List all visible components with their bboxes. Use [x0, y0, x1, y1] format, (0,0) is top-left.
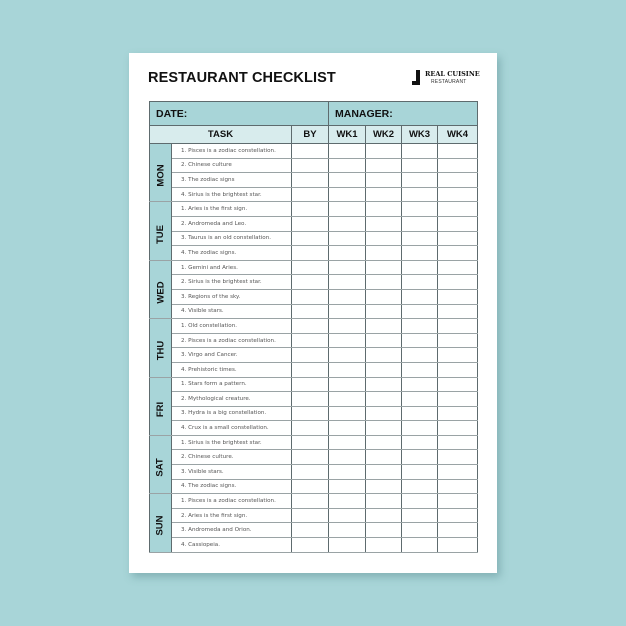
- task-text: 1. Sirius is the brightest star.: [172, 435, 292, 450]
- check-cell-wk1[interactable]: [329, 319, 366, 334]
- check-cell-wk3[interactable]: [402, 202, 438, 217]
- check-cell-by[interactable]: [292, 465, 329, 480]
- task-text: 4. Sirius is the brightest star.: [172, 187, 292, 202]
- check-cell-wk1[interactable]: [329, 275, 366, 290]
- checklist-body: [150, 144, 478, 553]
- logo-subtitle: RESTAURANT: [431, 79, 467, 85]
- check-cell-by[interactable]: [292, 392, 329, 407]
- task-text: 2. Pisces is a zodiac constellation.: [172, 333, 292, 348]
- check-cell-wk3[interactable]: [402, 246, 438, 261]
- check-cell-wk4[interactable]: [438, 450, 478, 465]
- table-row: [150, 538, 478, 553]
- check-cell-wk1[interactable]: [329, 173, 366, 188]
- check-cell-by[interactable]: [292, 275, 329, 290]
- check-cell-wk2[interactable]: [366, 319, 402, 334]
- day-label-text: SUN: [155, 515, 166, 536]
- check-cell-wk1[interactable]: [329, 289, 366, 304]
- task-text: 2. Andromeda and Leo.: [172, 216, 292, 231]
- day-label-mon: [150, 144, 172, 202]
- check-cell-wk2[interactable]: [366, 406, 402, 421]
- column-header-wk4: WK4: [438, 126, 478, 144]
- table-row: [150, 494, 478, 509]
- table-row: [150, 246, 478, 261]
- task-text: 1. Pisces is a zodiac constellation.: [172, 144, 292, 159]
- day-label-text: SAT: [154, 458, 166, 477]
- table-row: [150, 508, 478, 523]
- check-cell-wk2[interactable]: [366, 538, 402, 553]
- check-cell-wk2[interactable]: [366, 377, 402, 392]
- check-cell-wk1[interactable]: [329, 392, 366, 407]
- check-cell-wk1[interactable]: [329, 523, 366, 538]
- check-cell-wk2[interactable]: [366, 465, 402, 480]
- check-cell-wk4[interactable]: [438, 435, 478, 450]
- check-cell-wk3[interactable]: [402, 144, 438, 159]
- check-cell-wk2[interactable]: [366, 494, 402, 509]
- check-cell-wk3[interactable]: [402, 289, 438, 304]
- task-text: 4. The zodiac signs.: [172, 479, 292, 494]
- check-cell-by[interactable]: [292, 304, 329, 319]
- day-label-tue: [150, 202, 172, 260]
- day-label-text: WED: [155, 281, 167, 304]
- check-cell-by[interactable]: [292, 435, 329, 450]
- check-cell-wk3[interactable]: [402, 173, 438, 188]
- check-cell-wk2[interactable]: [366, 348, 402, 363]
- check-cell-wk4[interactable]: [438, 158, 478, 173]
- check-cell-wk4[interactable]: [438, 377, 478, 392]
- task-text: 1. Pisces is a zodiac constellation.: [172, 494, 292, 509]
- check-cell-by[interactable]: [292, 421, 329, 436]
- check-cell-wk4[interactable]: [438, 538, 478, 553]
- check-cell-wk1[interactable]: [329, 465, 366, 480]
- table-row: [150, 362, 478, 377]
- check-cell-wk3[interactable]: [402, 319, 438, 334]
- check-cell-wk1[interactable]: [329, 158, 366, 173]
- check-cell-by[interactable]: [292, 187, 329, 202]
- table-row: [150, 479, 478, 494]
- table-row: [150, 173, 478, 188]
- check-cell-by[interactable]: [292, 450, 329, 465]
- check-cell-wk2[interactable]: [366, 362, 402, 377]
- task-text: 4. Cassiopeia.: [172, 538, 292, 553]
- check-cell-wk1[interactable]: [329, 187, 366, 202]
- check-cell-wk3[interactable]: [402, 260, 438, 275]
- check-cell-wk3[interactable]: [402, 362, 438, 377]
- check-cell-wk4[interactable]: [438, 289, 478, 304]
- check-cell-wk2[interactable]: [366, 392, 402, 407]
- table-row: [150, 421, 478, 436]
- task-text: 1. Gemini and Aries.: [172, 260, 292, 275]
- check-cell-wk3[interactable]: [402, 538, 438, 553]
- check-cell-by[interactable]: [292, 173, 329, 188]
- task-text: 2. Chinese culture.: [172, 450, 292, 465]
- check-cell-wk1[interactable]: [329, 421, 366, 436]
- task-text: 3. Visible stars.: [172, 465, 292, 480]
- check-cell-wk4[interactable]: [438, 392, 478, 407]
- check-cell-wk4[interactable]: [438, 275, 478, 290]
- check-cell-wk1[interactable]: [329, 231, 366, 246]
- check-cell-wk2[interactable]: [366, 173, 402, 188]
- check-cell-wk4[interactable]: [438, 173, 478, 188]
- column-header-wk1: WK1: [329, 126, 366, 144]
- check-cell-wk4[interactable]: [438, 465, 478, 480]
- check-cell-wk3[interactable]: [402, 231, 438, 246]
- checklist-table: [149, 101, 478, 553]
- table-row: [150, 435, 478, 450]
- checklist-page: [129, 53, 497, 573]
- task-text: 1. Aries is the first sign.: [172, 202, 292, 217]
- check-cell-by[interactable]: [292, 508, 329, 523]
- check-cell-wk2[interactable]: [366, 187, 402, 202]
- check-cell-wk4[interactable]: [438, 216, 478, 231]
- table-row: [150, 392, 478, 407]
- column-header-wk2: WK2: [366, 126, 402, 144]
- check-cell-wk3[interactable]: [402, 523, 438, 538]
- check-cell-wk2[interactable]: [366, 246, 402, 261]
- check-cell-wk4[interactable]: [438, 508, 478, 523]
- check-cell-wk1[interactable]: [329, 494, 366, 509]
- table-row: [150, 216, 478, 231]
- table-row: [150, 260, 478, 275]
- table-row: [150, 450, 478, 465]
- table-row: [150, 158, 478, 173]
- check-cell-wk1[interactable]: [329, 377, 366, 392]
- check-cell-wk1[interactable]: [329, 216, 366, 231]
- column-header-by: BY: [292, 126, 329, 144]
- brand-logo: [412, 69, 482, 87]
- check-cell-by[interactable]: [292, 377, 329, 392]
- check-cell-wk4[interactable]: [438, 362, 478, 377]
- table-row: [150, 377, 478, 392]
- check-cell-by[interactable]: [292, 348, 329, 363]
- column-header-task: TASK: [150, 126, 292, 144]
- task-text: 2. Chinese culture: [172, 158, 292, 173]
- check-cell-wk3[interactable]: [402, 392, 438, 407]
- check-cell-wk2[interactable]: [366, 144, 402, 159]
- table-row: [150, 304, 478, 319]
- check-cell-wk4[interactable]: [438, 202, 478, 217]
- check-cell-wk2[interactable]: [366, 304, 402, 319]
- table-row: [150, 348, 478, 363]
- check-cell-wk2[interactable]: [366, 275, 402, 290]
- check-cell-wk2[interactable]: [366, 479, 402, 494]
- check-cell-by[interactable]: [292, 216, 329, 231]
- task-text: 4. Visible stars.: [172, 304, 292, 319]
- task-text: 2. Sirius is the brightest star.: [172, 275, 292, 290]
- table-row: [150, 319, 478, 334]
- check-cell-wk4[interactable]: [438, 479, 478, 494]
- check-cell-by[interactable]: [292, 479, 329, 494]
- check-cell-by[interactable]: [292, 494, 329, 509]
- check-cell-wk3[interactable]: [402, 450, 438, 465]
- day-label-wed: [150, 260, 172, 318]
- table-row: [150, 465, 478, 480]
- task-text: 1. Stars form a pattern.: [172, 377, 292, 392]
- page-title: RESTAURANT CHECKLIST: [148, 70, 336, 86]
- check-cell-wk3[interactable]: [402, 421, 438, 436]
- task-text: 3. The zodiac signs: [172, 173, 292, 188]
- check-cell-wk3[interactable]: [402, 348, 438, 363]
- task-text: 4. Prehistoric times.: [172, 362, 292, 377]
- table-row: [150, 275, 478, 290]
- check-cell-wk1[interactable]: [329, 538, 366, 553]
- task-text: 2. Mythological creature.: [172, 392, 292, 407]
- check-cell-wk4[interactable]: [438, 231, 478, 246]
- check-cell-by[interactable]: [292, 362, 329, 377]
- check-cell-wk4[interactable]: [438, 523, 478, 538]
- task-text: 4. The zodiac signs.: [172, 246, 292, 261]
- check-cell-wk1[interactable]: [329, 362, 366, 377]
- check-cell-wk3[interactable]: [402, 494, 438, 509]
- check-cell-wk1[interactable]: [329, 304, 366, 319]
- check-cell-wk3[interactable]: [402, 465, 438, 480]
- date-field[interactable]: DATE:: [150, 102, 329, 126]
- table-row: [150, 406, 478, 421]
- check-cell-wk3[interactable]: [402, 158, 438, 173]
- check-cell-wk1[interactable]: [329, 246, 366, 261]
- table-row: [150, 289, 478, 304]
- table-row: [150, 144, 478, 159]
- day-label-fri: [150, 377, 172, 435]
- manager-field[interactable]: MANAGER:: [329, 102, 478, 126]
- check-cell-wk4[interactable]: [438, 187, 478, 202]
- day-label-sun: [150, 494, 172, 552]
- task-text: 3. Andromeda and Orion.: [172, 523, 292, 538]
- day-label-thu: [150, 319, 172, 377]
- check-cell-by[interactable]: [292, 319, 329, 334]
- task-text: 3. Virgo and Cancer.: [172, 348, 292, 363]
- check-cell-wk1[interactable]: [329, 450, 366, 465]
- check-cell-by[interactable]: [292, 333, 329, 348]
- check-cell-wk3[interactable]: [402, 377, 438, 392]
- check-cell-wk1[interactable]: [329, 435, 366, 450]
- check-cell-by[interactable]: [292, 144, 329, 159]
- check-cell-by[interactable]: [292, 158, 329, 173]
- check-cell-wk2[interactable]: [366, 450, 402, 465]
- check-cell-by[interactable]: [292, 523, 329, 538]
- check-cell-wk1[interactable]: [329, 260, 366, 275]
- check-cell-wk4[interactable]: [438, 319, 478, 334]
- day-label-text: TUE: [155, 224, 166, 244]
- check-cell-wk2[interactable]: [366, 202, 402, 217]
- check-cell-wk2[interactable]: [366, 289, 402, 304]
- check-cell-wk3[interactable]: [402, 333, 438, 348]
- check-cell-wk2[interactable]: [366, 508, 402, 523]
- task-text: 4. Crux is a small constellation.: [172, 421, 292, 436]
- table-row: [150, 333, 478, 348]
- check-cell-wk2[interactable]: [366, 333, 402, 348]
- table-row: [150, 202, 478, 217]
- check-cell-wk3[interactable]: [402, 275, 438, 290]
- day-label-text: FRI: [155, 401, 166, 417]
- check-cell-by[interactable]: [292, 246, 329, 261]
- check-cell-wk3[interactable]: [402, 435, 438, 450]
- check-cell-wk1[interactable]: [329, 348, 366, 363]
- check-cell-wk4[interactable]: [438, 406, 478, 421]
- logo-name: REAL CUISINE: [425, 70, 480, 78]
- check-cell-wk2[interactable]: [366, 523, 402, 538]
- task-text: 3. Hydra is a big constellation.: [172, 406, 292, 421]
- check-cell-wk3[interactable]: [402, 216, 438, 231]
- day-label-text: THU: [155, 341, 166, 361]
- check-cell-wk4[interactable]: [438, 246, 478, 261]
- table-row: [150, 523, 478, 538]
- check-cell-wk4[interactable]: [438, 144, 478, 159]
- task-text: 2. Aries is the first sign.: [172, 508, 292, 523]
- check-cell-wk2[interactable]: [366, 435, 402, 450]
- check-cell-by[interactable]: [292, 289, 329, 304]
- check-cell-wk2[interactable]: [366, 158, 402, 173]
- day-label-text: MON: [155, 164, 167, 187]
- check-cell-wk3[interactable]: [402, 508, 438, 523]
- check-cell-by[interactable]: [292, 260, 329, 275]
- check-cell-wk2[interactable]: [366, 216, 402, 231]
- task-text: 3. Taurus is an old constellation.: [172, 231, 292, 246]
- check-cell-wk4[interactable]: [438, 494, 478, 509]
- table-row: [150, 187, 478, 202]
- check-cell-by[interactable]: [292, 231, 329, 246]
- check-cell-by[interactable]: [292, 202, 329, 217]
- check-cell-wk2[interactable]: [366, 421, 402, 436]
- task-text: 1. Old constellation.: [172, 319, 292, 334]
- check-cell-wk4[interactable]: [438, 333, 478, 348]
- task-text: 3. Regions of the sky.: [172, 289, 292, 304]
- check-cell-wk1[interactable]: [329, 144, 366, 159]
- check-cell-wk4[interactable]: [438, 304, 478, 319]
- j-mark-icon: [412, 70, 420, 85]
- check-cell-wk4[interactable]: [438, 421, 478, 436]
- check-cell-wk4[interactable]: [438, 260, 478, 275]
- check-cell-wk1[interactable]: [329, 202, 366, 217]
- check-cell-wk1[interactable]: [329, 479, 366, 494]
- column-header-wk3: WK3: [402, 126, 438, 144]
- check-cell-wk2[interactable]: [366, 231, 402, 246]
- check-cell-wk3[interactable]: [402, 187, 438, 202]
- check-cell-wk3[interactable]: [402, 304, 438, 319]
- check-cell-wk1[interactable]: [329, 406, 366, 421]
- check-cell-wk1[interactable]: [329, 333, 366, 348]
- check-cell-wk3[interactable]: [402, 479, 438, 494]
- day-label-sat: [150, 435, 172, 493]
- check-cell-wk2[interactable]: [366, 260, 402, 275]
- table-row: [150, 231, 478, 246]
- check-cell-by[interactable]: [292, 406, 329, 421]
- check-cell-by[interactable]: [292, 538, 329, 553]
- check-cell-wk4[interactable]: [438, 348, 478, 363]
- check-cell-wk1[interactable]: [329, 508, 366, 523]
- check-cell-wk3[interactable]: [402, 406, 438, 421]
